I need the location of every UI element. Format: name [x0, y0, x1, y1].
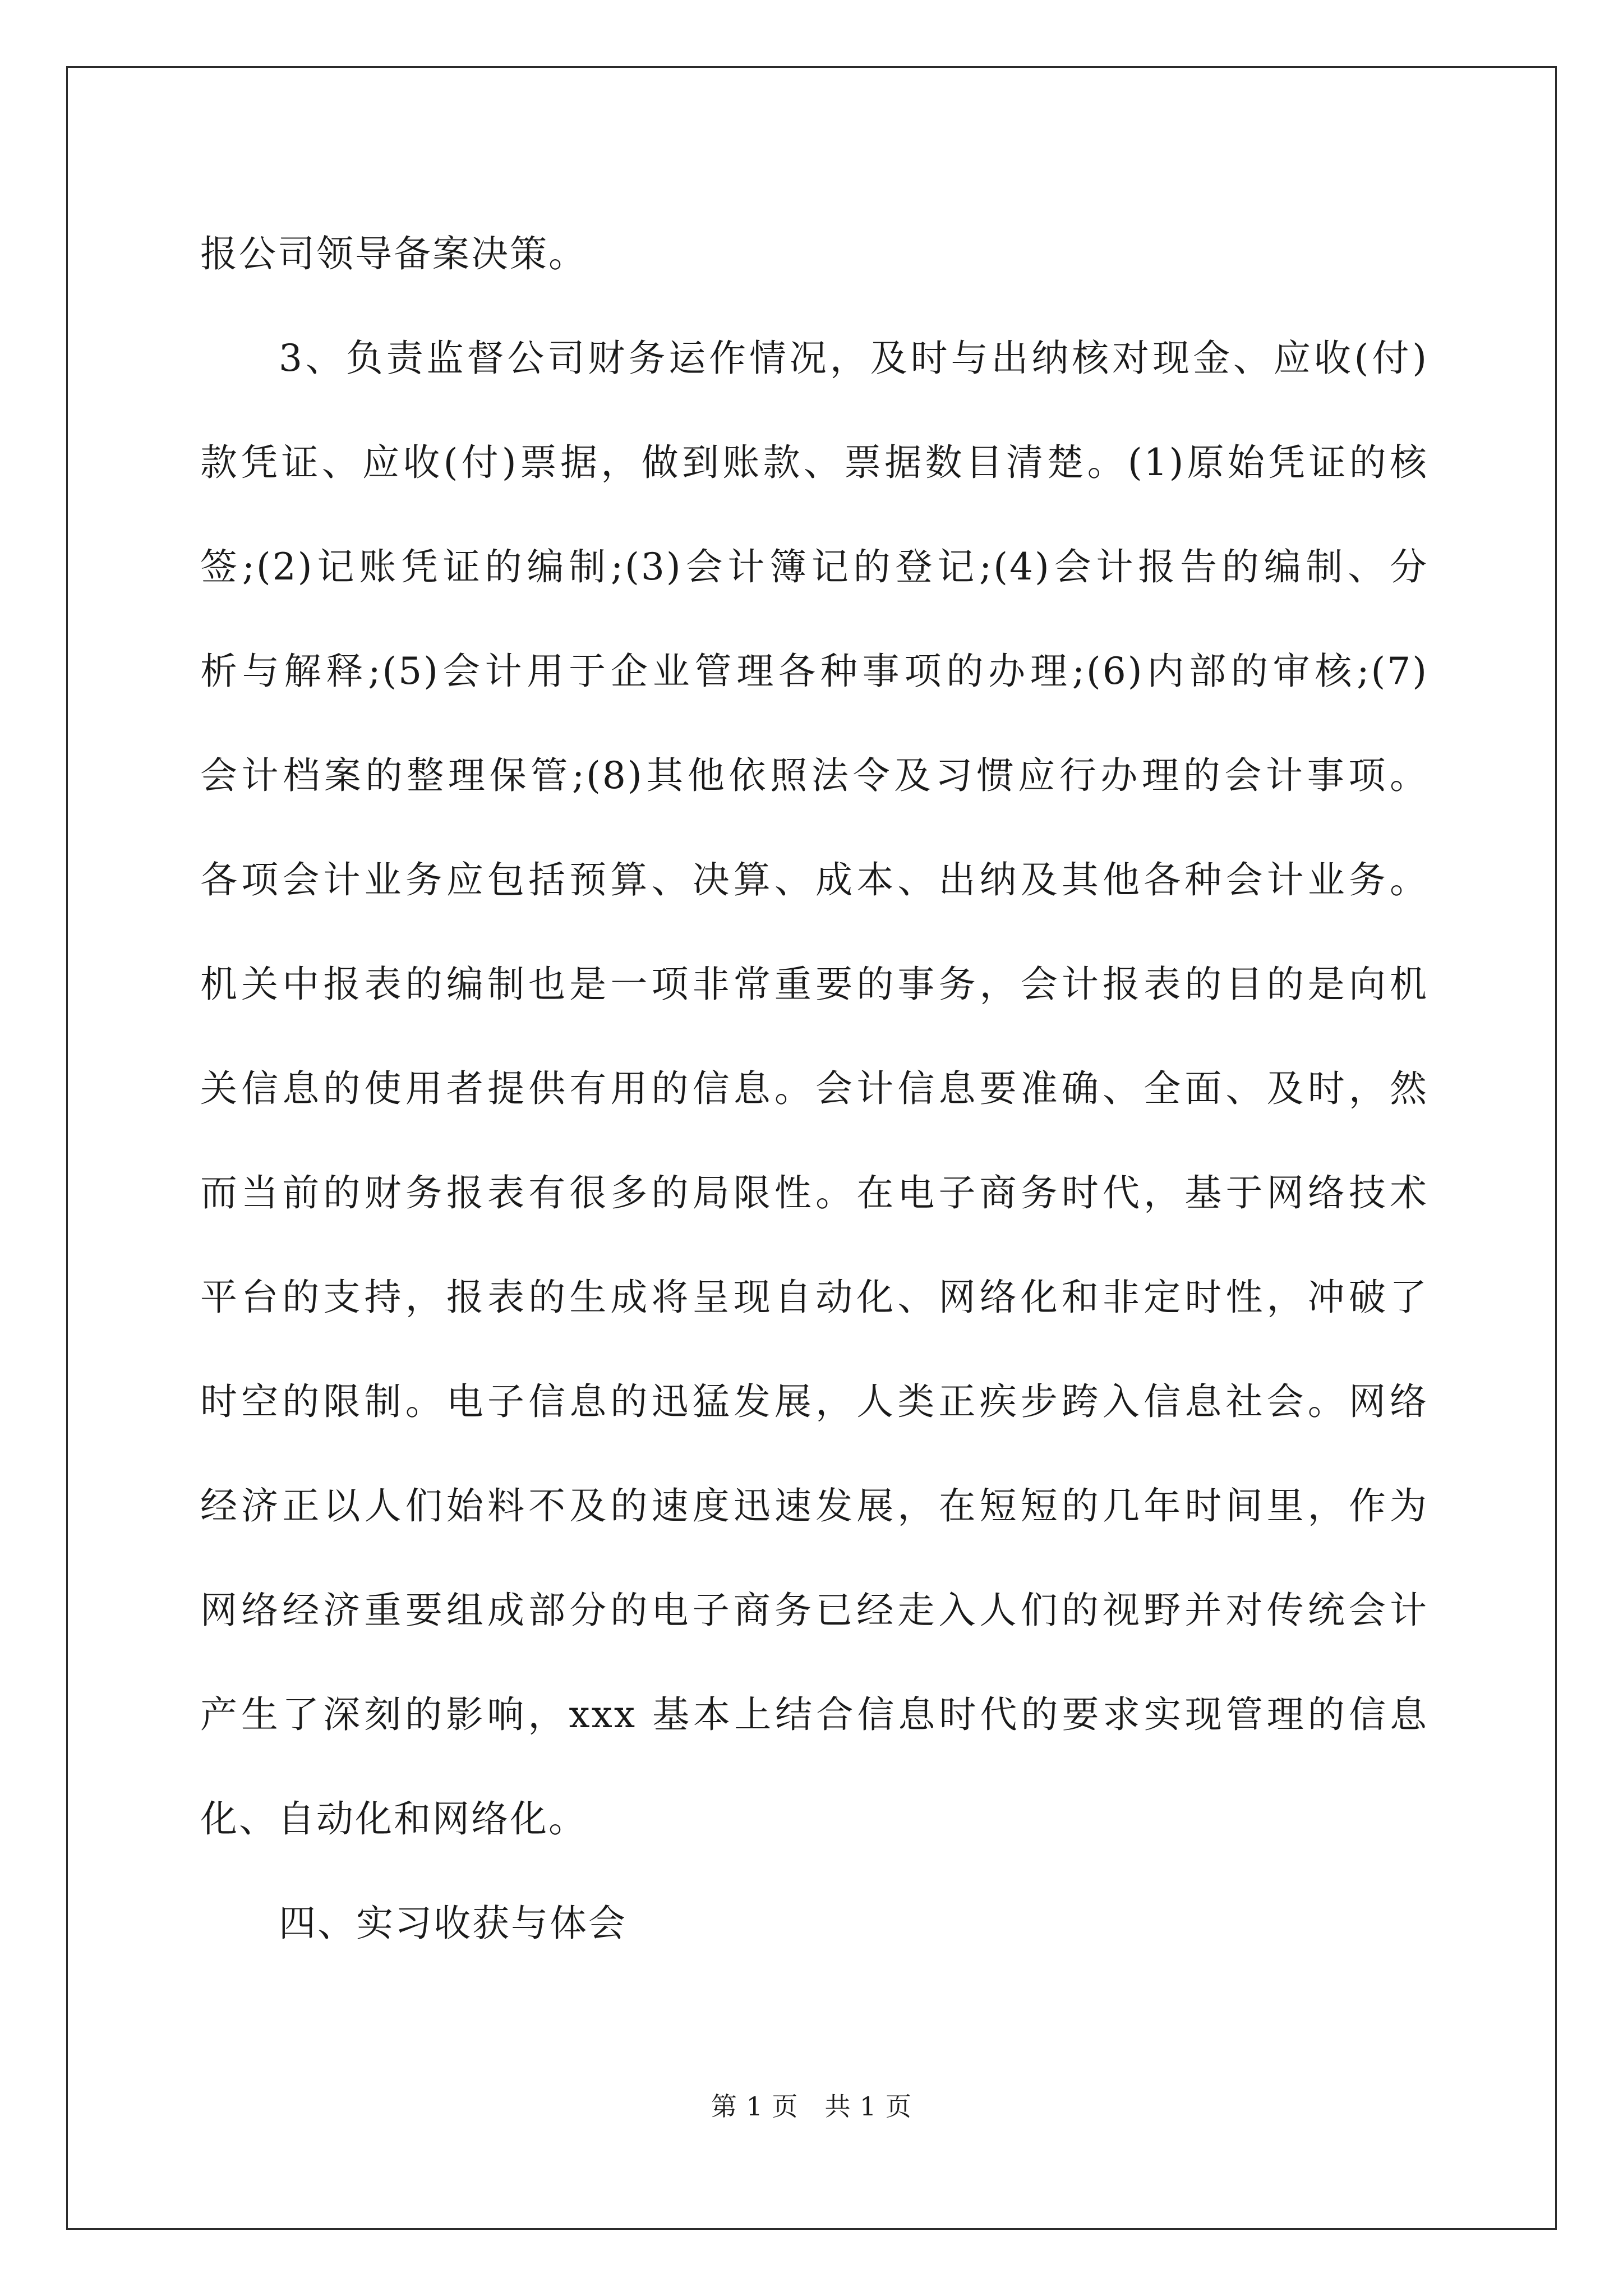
- text-line: 而当前的财务报表有很多的局限性。在电子商务时代，基于网络技术: [200, 1171, 1428, 1214]
- page-number: 第 1 页: [711, 2091, 799, 2122]
- page-footer: [0, 2090, 1623, 2123]
- total-pages: 共 1 页: [824, 2091, 912, 2122]
- text-line: 报公司领导备案决策。: [200, 232, 587, 275]
- text-line: 平台的支持，报表的生成将呈现自动化、网络化和非定时性，冲破了: [200, 1276, 1428, 1319]
- text-line: 经济正以人们始料不及的速度迅速发展，在短短的几年时间里，作为: [200, 1484, 1428, 1527]
- text-line: 网络经济重要组成部分的电子商务已经走入人们的视野并对传统会计: [200, 1589, 1428, 1632]
- text-line: 签;(2)记账凭证的编制;(3)会计簿记的登记;(4)会计报告的编制、分: [200, 545, 1428, 588]
- section-heading: 四、实习收获与体会: [279, 1902, 627, 1945]
- document-body: [200, 202, 1428, 1976]
- text-line: 机关中报表的编制也是一项非常重要的事务，会计报表的目的是向机: [200, 963, 1428, 1006]
- text-line: 各项会计业务应包括预算、决算、成本、出纳及其他各种会计业务。: [200, 858, 1428, 901]
- text-line: 产生了深刻的影响，xxx 基本上结合信息时代的要求实现管理的信息: [200, 1693, 1428, 1736]
- text-line: 析与解释;(5)会计用于企业管理各种事项的办理;(6)内部的审核;(7): [200, 650, 1428, 693]
- paragraph-start-line: 3、负责监督公司财务运作情况，及时与出纳核对现金、应收(付): [279, 337, 1428, 380]
- text-line: 会计档案的整理保管;(8)其他依照法令及习惯应行办理的会计事项。: [200, 754, 1428, 797]
- text-line: 关信息的使用者提供有用的信息。会计信息要准确、全面、及时，然: [200, 1067, 1428, 1110]
- text-line: 款凭证、应收(付)票据，做到账款、票据数目清楚。(1)原始凭证的核: [200, 441, 1428, 484]
- text-line: 化、自动化和网络化。: [200, 1797, 587, 1841]
- text-line: 时空的限制。电子信息的迅猛发展，人类正疾步跨入信息社会。网络: [200, 1380, 1428, 1423]
